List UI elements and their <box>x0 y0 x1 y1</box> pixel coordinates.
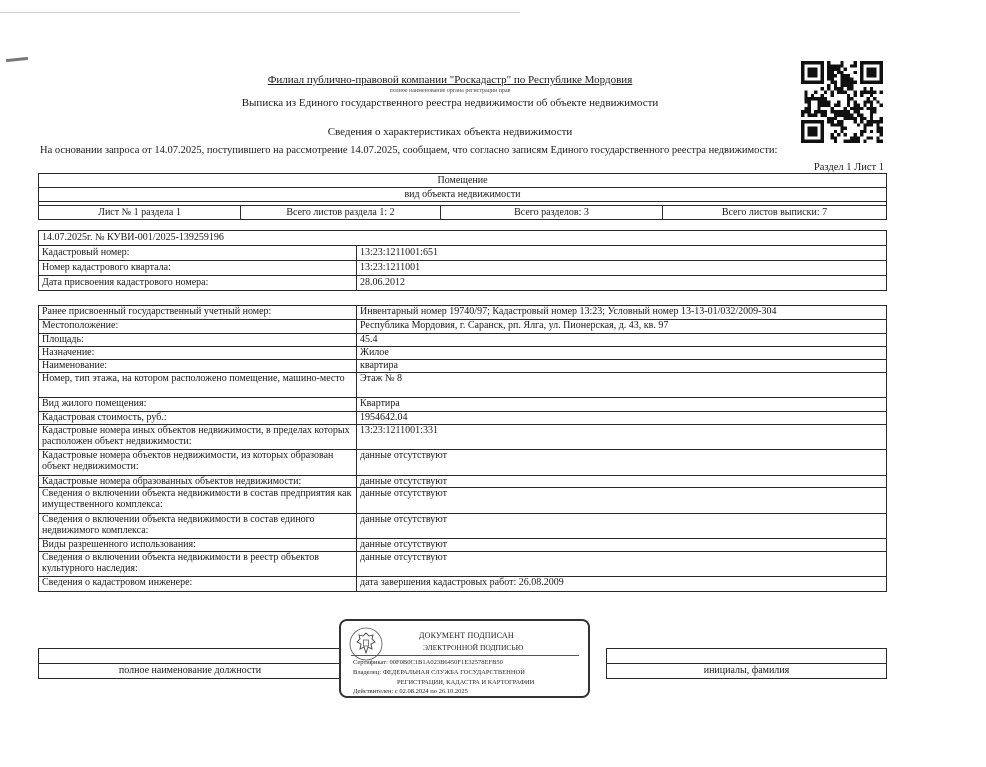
scan-edge-line <box>0 12 520 13</box>
table-row <box>39 246 887 261</box>
position-label: полное наименование должности <box>39 664 342 679</box>
field-value: Инвентарный номер 19740/97; Кадастровый номер 13:23; Условный номер 13-13-01/032/2009-304 <box>357 306 887 320</box>
document-title: Выписка из Единого государственного реестра недвижимости об объекте недвижимости <box>241 97 659 109</box>
field-label: Вид жилого помещения: <box>39 398 357 412</box>
position-field <box>39 649 342 664</box>
field-value: 13:23:1211001:331 <box>357 425 887 450</box>
table-row <box>39 398 887 412</box>
field-value: данные отсутствуют <box>357 450 887 476</box>
field-value: Квартира <box>357 398 887 412</box>
field-label: Кадастровый номер: <box>39 246 357 261</box>
field-label: Кадастровые номера объектов недвижимости, из которых образован объект недвижимости: <box>39 450 357 476</box>
field-label: Кадастровые номера иных объектов недвижимости, в пределах которых расположен объект недвижимости: <box>39 425 357 450</box>
field-value: Республика Мордовия, г. Саранск, рп. Ялга, ул. Пионерская, д. 43, кв. 97 <box>357 320 887 334</box>
table-row <box>39 425 887 450</box>
field-value: данные отсутствуют <box>357 539 887 552</box>
table-row <box>39 320 887 334</box>
field-value: квартира <box>357 360 887 373</box>
field-value: дата завершения кадастровых работ: 26.08.2009 <box>357 577 887 592</box>
field-value: Этаж № 8 <box>357 373 887 398</box>
table-row <box>39 552 887 577</box>
field-label: Сведения о включении объекта недвижимости в состав предприятия как имущественного комплекса: <box>39 488 357 514</box>
basic-info-rows <box>39 246 887 291</box>
stamp-divider <box>351 655 579 656</box>
table-row <box>39 306 887 320</box>
table-row <box>39 577 887 592</box>
name-label: инициалы, фамилия <box>607 664 887 679</box>
field-value: Жилое <box>357 347 887 360</box>
qr-code <box>801 61 883 143</box>
section-sheets-total: Всего листов раздела 1: 2 <box>241 206 441 220</box>
field-label: Площадь: <box>39 334 357 347</box>
org-caption: полное наименование органа регистрации прав <box>389 88 511 94</box>
field-value: 13:23:1211001:651 <box>357 246 887 261</box>
table-row <box>39 488 887 514</box>
object-type-caption: вид объекта недвижимости <box>39 188 887 202</box>
stamp-owner-line2: РЕГИСТРАЦИИ, КАДАСТРА И КАРТОГРАФИИ <box>397 679 535 686</box>
table-row <box>39 334 887 347</box>
field-value: данные отсутствуют <box>357 488 887 514</box>
org-name: Филиал публично-правовой компании "Роскадастр" по Республике Мордовия <box>267 74 633 86</box>
field-label: Сведения о кадастровом инженере: <box>39 577 357 592</box>
object-type: Помещение <box>39 174 887 188</box>
name-field <box>607 649 887 664</box>
field-label: Местоположение: <box>39 320 357 334</box>
characteristics-table <box>38 305 887 592</box>
table-row <box>39 360 887 373</box>
stamp-certificate: Сертификат: 00F0B0C1B1A023B6450F1E32578EFB50 <box>353 659 503 666</box>
field-value: данные отсутствуют <box>357 552 887 577</box>
field-value: 28.06.2012 <box>357 276 887 291</box>
sections-total: Всего разделов: 3 <box>441 206 663 220</box>
extract-sheets-total: Всего листов выписки: 7 <box>663 206 887 220</box>
field-label: Сведения о включении объекта недвижимости в реестр объектов культурного наследия: <box>39 552 357 577</box>
section-sheet-ref: Раздел 1 Лист 1 <box>813 162 884 173</box>
field-label: Номер кадастрового квартала: <box>39 261 357 276</box>
characteristics-rows <box>39 306 887 592</box>
field-label: Назначение: <box>39 347 357 360</box>
table-row <box>39 476 887 488</box>
field-label: Кадастровая стоимость, руб.: <box>39 412 357 425</box>
field-label: Виды разрешенного использования: <box>39 539 357 552</box>
e-signature-stamp <box>339 619 590 698</box>
table-row <box>39 450 887 476</box>
stamp-title-line1: ДОКУМЕНТ ПОДПИСАН <box>419 631 514 640</box>
field-label: Сведения о включении объекта недвижимости в состав единого недвижимого комплекса: <box>39 514 357 539</box>
field-label: Наименование: <box>39 360 357 373</box>
table-row <box>39 276 887 291</box>
table-row <box>39 514 887 539</box>
section-title: Сведения о характеристиках объекта недвижимости <box>327 126 573 138</box>
field-label: Ранее присвоенный государственный учетный номер: <box>39 306 357 320</box>
basic-info-table <box>38 230 887 291</box>
field-value: 1954642.04 <box>357 412 887 425</box>
object-header-table <box>38 173 887 220</box>
table-row <box>39 539 887 552</box>
table-row <box>39 347 887 360</box>
field-value: 13:23:1211001 <box>357 261 887 276</box>
table-row <box>39 412 887 425</box>
scan-mark <box>6 57 28 62</box>
field-label: Номер, тип этажа, на котором расположено помещение, машино-место <box>39 373 357 398</box>
stamp-validity: Действителен: с 02.08.2024 по 26.10.2025 <box>353 688 468 695</box>
stamp-title-line2: ЭЛЕКТРОННОЙ ПОДПИСЬЮ <box>423 643 524 652</box>
request-basis-text: На основании запроса от 14.07.2025, поступившего на рассмотрение 14.07.2025, сообщаем, что согласно записям Единого государственного реестра недвижимости: <box>40 145 778 156</box>
table-row <box>39 261 887 276</box>
field-label: Кадастровые номера образованных объектов недвижимости: <box>39 476 357 488</box>
sheet-number: Лист № 1 раздела 1 <box>39 206 241 220</box>
field-label: Дата присвоения кадастрового номера: <box>39 276 357 291</box>
field-value: данные отсутствуют <box>357 476 887 488</box>
field-value: данные отсутствуют <box>357 514 887 539</box>
field-value: 45.4 <box>357 334 887 347</box>
extract-number: 14.07.2025г. № КУВИ-001/2025-139259196 <box>39 231 887 246</box>
stamp-owner-line1: Владелец: ФЕДЕРАЛЬНАЯ СЛУЖБА ГОСУДАРСТВЕННОЙ <box>353 669 525 676</box>
table-row <box>39 373 887 398</box>
